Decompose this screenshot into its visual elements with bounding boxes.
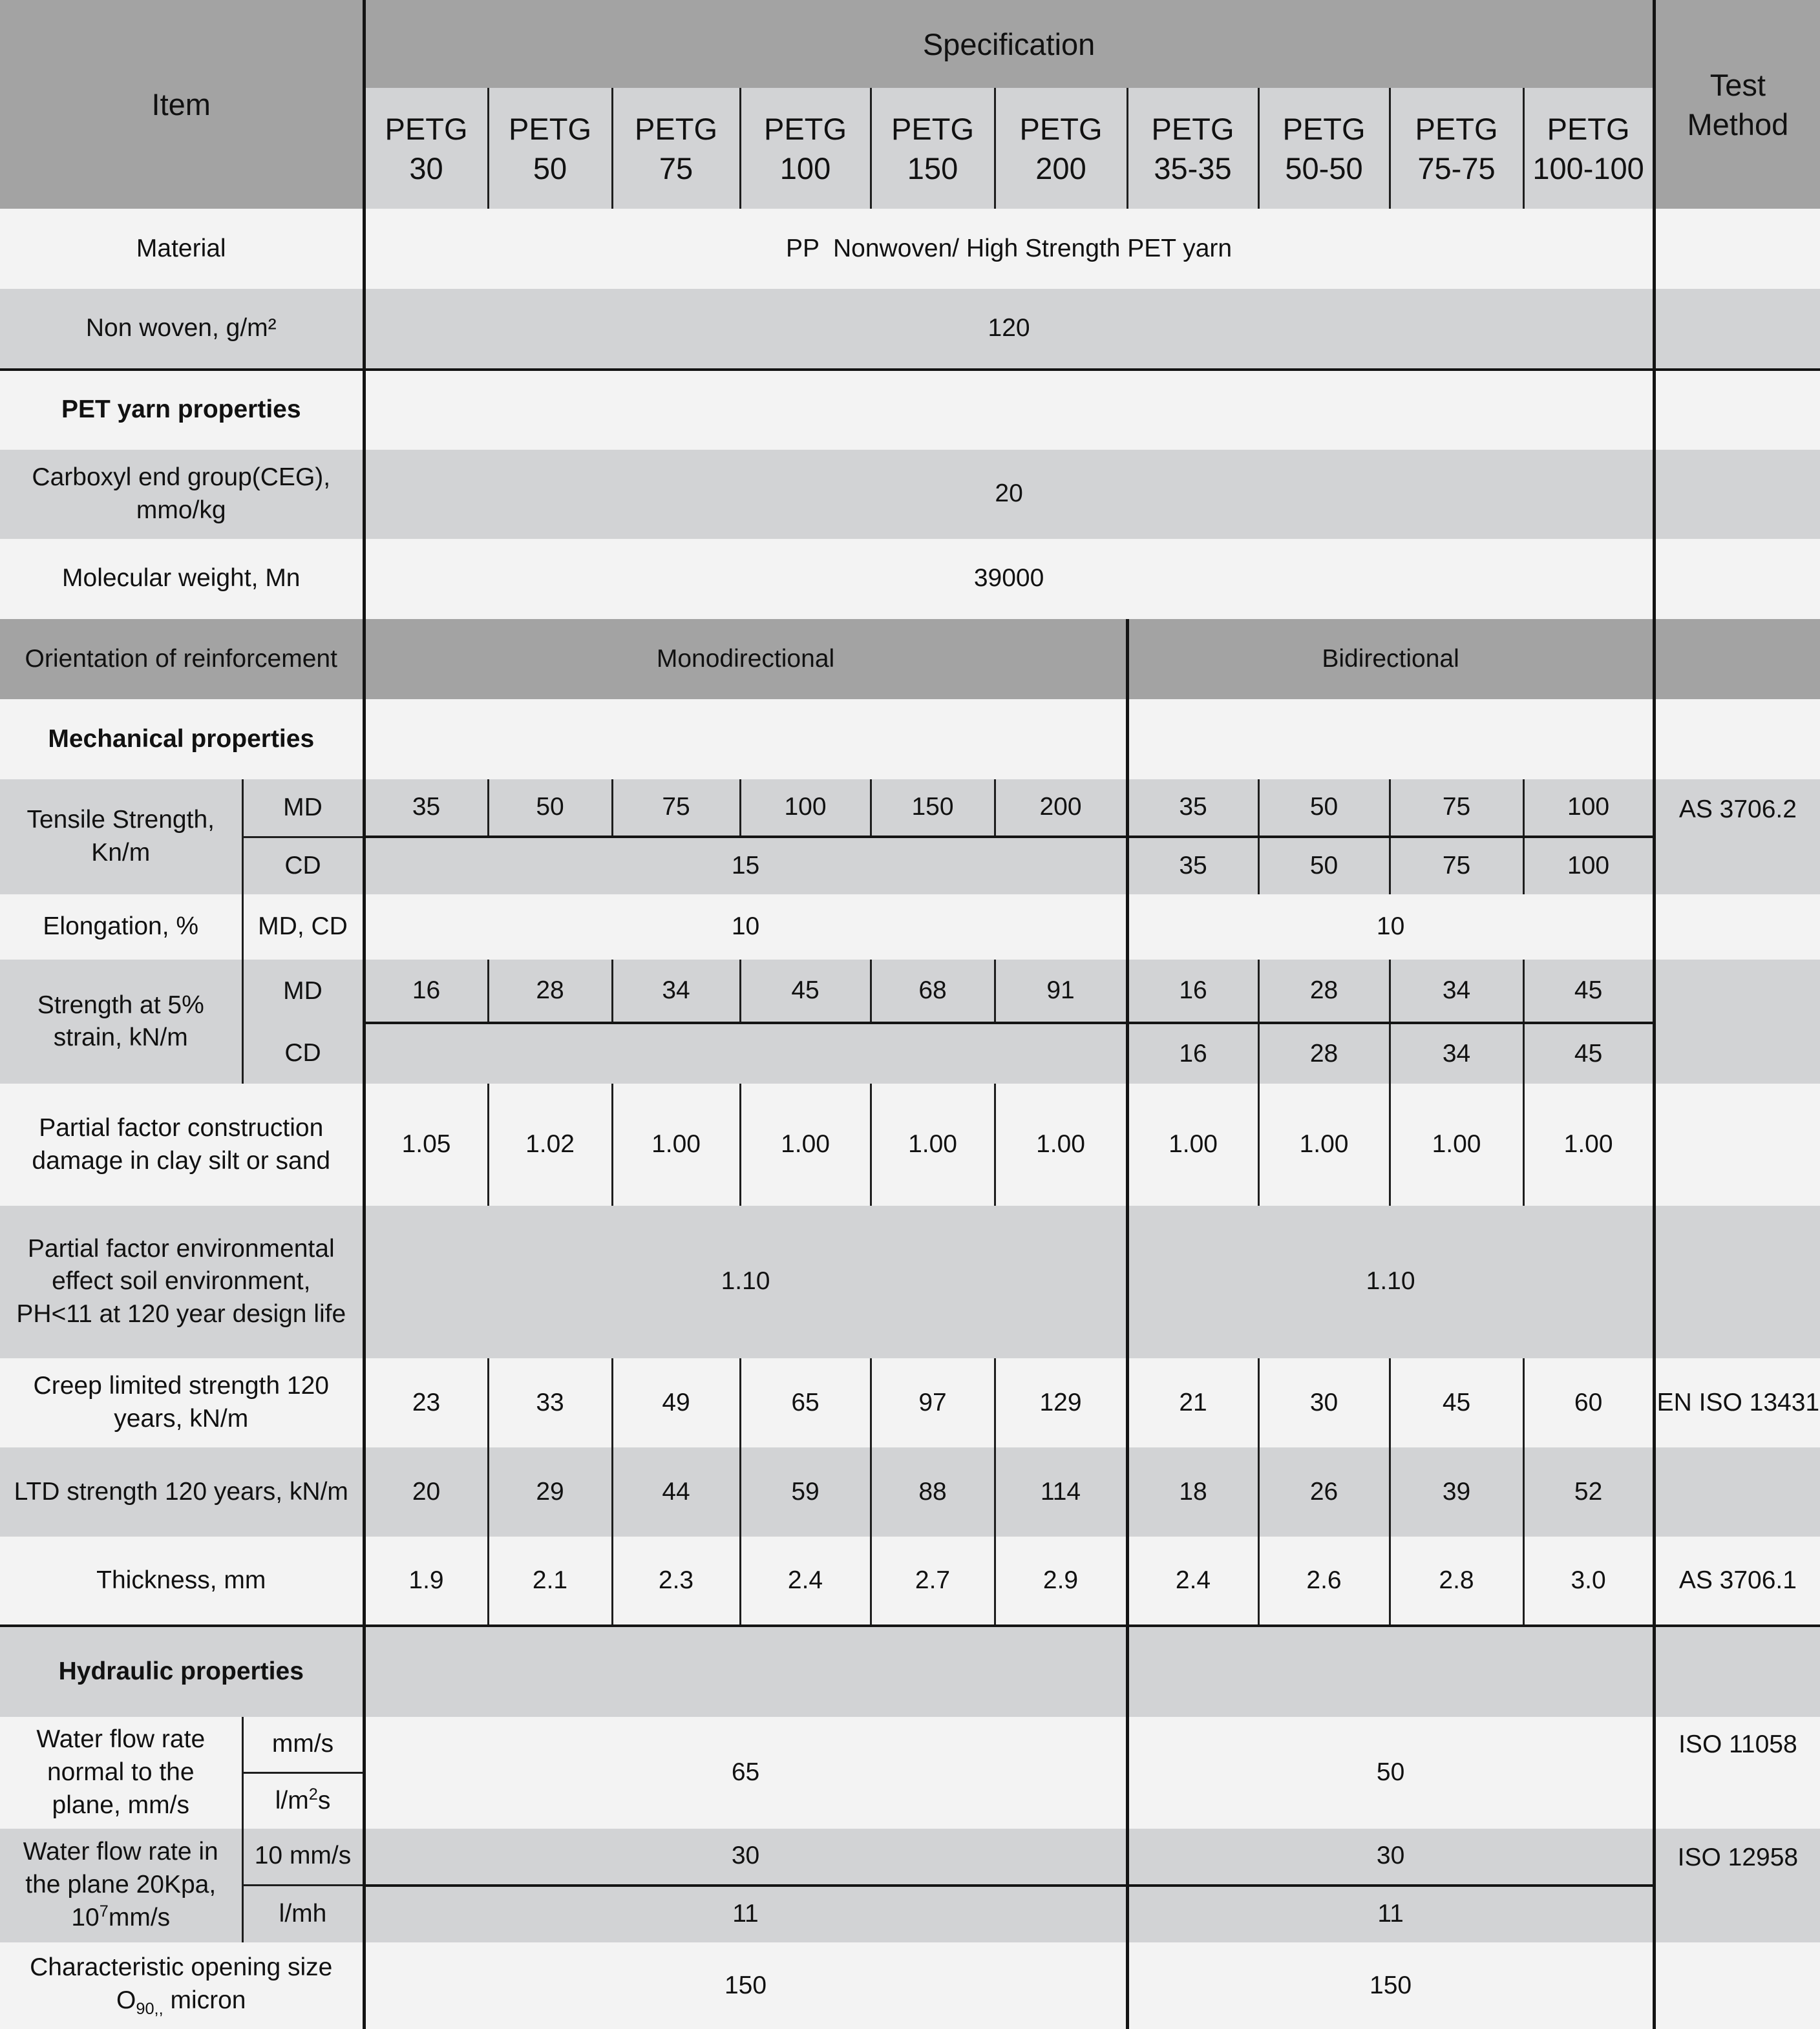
test-method-cell — [1654, 699, 1820, 779]
label-line: Characteristic opening size — [30, 1953, 333, 1982]
data-cell: 33 — [488, 1358, 612, 1447]
wf-plane-r1-bi: 30 — [1127, 1829, 1654, 1886]
test-method-wf-plane: ISO 12958 — [1654, 1829, 1820, 1942]
wf-normal-mono: 65 — [364, 1717, 1127, 1828]
sub-label-md-cd: MD, CD — [242, 894, 364, 960]
data-cell: 97 — [871, 1358, 995, 1447]
data-cell: 1.9 — [364, 1537, 488, 1626]
product-header: PETG 50 — [488, 88, 612, 209]
test-method-cell — [1654, 1942, 1820, 2029]
data-cell: 1.00 — [1127, 1084, 1258, 1205]
data-cell: 45 — [1390, 1358, 1523, 1447]
product-header: PETG 75-75 — [1390, 88, 1523, 209]
elongation-mono: 10 — [364, 894, 1127, 960]
table-row — [0, 1626, 1820, 1717]
table-row — [0, 1537, 1820, 1626]
test-method-cell — [1654, 1447, 1820, 1537]
data-cell: 16 — [1127, 1023, 1258, 1084]
row-label-thickness: Thickness, mm — [0, 1537, 364, 1626]
sub-label-md: MD — [242, 779, 364, 837]
product-header: PETG 150 — [871, 88, 995, 209]
row-label-opening — [0, 1942, 364, 2029]
unit-superscript: 2 — [308, 1785, 318, 1804]
test-method-thickness: AS 3706.1 — [1654, 1537, 1820, 1626]
data-cell: 114 — [995, 1447, 1127, 1537]
elongation-bi: 10 — [1127, 894, 1654, 960]
product-header: PETG 75 — [612, 88, 740, 209]
data-cell: 45 — [740, 960, 871, 1023]
test-method-cell — [1654, 894, 1820, 960]
table-row — [0, 837, 1820, 894]
data-cell: 34 — [1390, 1023, 1523, 1084]
wf-plane-r1-mono: 30 — [364, 1829, 1127, 1886]
header-test-method: Test Method — [1654, 0, 1820, 209]
data-cell: 100 — [1523, 779, 1654, 837]
product-header: PETG 30 — [364, 88, 488, 209]
test-method-cell — [1654, 1206, 1820, 1358]
material-value: PP Nonwoven/ High Strength PET yarn — [364, 209, 1654, 289]
test-method-cell — [1654, 289, 1820, 369]
sub-label-unit: mm/s — [242, 1717, 364, 1772]
header-item: Item — [0, 0, 364, 209]
data-cell: 50 — [1258, 837, 1390, 894]
row-label-orientation: Orientation of reinforcement — [0, 619, 364, 699]
table-row — [0, 209, 1820, 289]
data-cell: 1.00 — [1258, 1084, 1390, 1205]
orientation-bi: Bidirectional — [1127, 619, 1654, 699]
row-label-elongation: Elongation, % — [0, 894, 242, 960]
table-row — [0, 619, 1820, 699]
empty-cell — [364, 699, 1127, 779]
row-label-nonwoven: Non woven, g/m² — [0, 289, 364, 369]
sub-label-unit: l/mh — [242, 1886, 364, 1942]
table-row — [0, 894, 1820, 960]
data-cell: 65 — [740, 1358, 871, 1447]
opening-bi: 150 — [1127, 1942, 1654, 2029]
wf-plane-r2-bi: 11 — [1127, 1886, 1654, 1942]
label-subscript: 90,, — [136, 1999, 164, 2018]
data-cell: 35 — [1127, 837, 1258, 894]
table-row — [0, 1358, 1820, 1447]
table-row — [0, 539, 1820, 619]
data-cell: 3.0 — [1523, 1537, 1654, 1626]
table-row — [0, 370, 1820, 450]
row-label-ceg: Carboxyl end group(CEG), mmo/kg — [0, 450, 364, 539]
tensile-cd-mono: 15 — [364, 837, 1127, 894]
data-cell: 1.00 — [1390, 1084, 1523, 1205]
data-cell: 68 — [871, 960, 995, 1023]
section-pet-yarn: PET yarn properties — [0, 370, 364, 450]
wf-normal-bi: 50 — [1127, 1717, 1654, 1828]
row-label-mw: Molecular weight, Mn — [0, 539, 364, 619]
data-cell: 75 — [1390, 779, 1523, 837]
data-cell: 200 — [995, 779, 1127, 837]
row-label-pf-construction: Partial factor construction damage in clay silt or sand — [0, 1084, 364, 1205]
pf-environment-mono: 1.10 — [364, 1206, 1127, 1358]
orientation-mono: Monodirectional — [364, 619, 1127, 699]
row-label-material: Material — [0, 209, 364, 289]
table-row — [0, 450, 1820, 539]
data-cell: 1.00 — [871, 1084, 995, 1205]
data-cell: 1.05 — [364, 1084, 488, 1205]
data-cell: 75 — [612, 779, 740, 837]
test-method-cell — [1654, 539, 1820, 619]
data-cell: 28 — [488, 960, 612, 1023]
data-cell: 52 — [1523, 1447, 1654, 1537]
data-cell: 45 — [1523, 1023, 1654, 1084]
sub-label-cd: CD — [242, 837, 364, 894]
data-cell: 23 — [364, 1358, 488, 1447]
empty-cell — [364, 1626, 1127, 1717]
data-cell: 129 — [995, 1358, 1127, 1447]
label-text: mm/s — [108, 1904, 171, 1932]
test-method-cell — [1654, 619, 1820, 699]
test-method-tensile: AS 3706.2 — [1654, 779, 1820, 894]
test-method-cell — [1654, 450, 1820, 539]
data-cell: 1.00 — [995, 1084, 1127, 1205]
data-cell: 1.02 — [488, 1084, 612, 1205]
data-cell: 100 — [1523, 837, 1654, 894]
data-cell: 60 — [1523, 1358, 1654, 1447]
data-cell: 2.8 — [1390, 1537, 1523, 1626]
empty-cell — [364, 370, 1654, 450]
data-cell: 39 — [1390, 1447, 1523, 1537]
table-row — [0, 1829, 1820, 1886]
data-cell: 44 — [612, 1447, 740, 1537]
test-method-wf-normal: ISO 11058 — [1654, 1717, 1820, 1828]
unit-text: l/m — [275, 1787, 309, 1815]
data-cell: 2.4 — [740, 1537, 871, 1626]
data-cell: 2.4 — [1127, 1537, 1258, 1626]
data-cell: 28 — [1258, 1023, 1390, 1084]
data-cell: 1.00 — [740, 1084, 871, 1205]
data-cell: 20 — [364, 1447, 488, 1537]
data-cell: 29 — [488, 1447, 612, 1537]
data-cell: 59 — [740, 1447, 871, 1537]
table-row — [0, 1206, 1820, 1358]
empty-cell — [1127, 699, 1654, 779]
data-cell: 21 — [1127, 1358, 1258, 1447]
table-row — [0, 779, 1820, 837]
product-header: PETG 50-50 — [1258, 88, 1390, 209]
data-cell: 1.00 — [612, 1084, 740, 1205]
table-row — [0, 699, 1820, 779]
test-method-creep: EN ISO 13431 — [1654, 1358, 1820, 1447]
label-line: Water flow rate in — [23, 1838, 218, 1866]
label-text: 10 — [71, 1904, 100, 1932]
data-cell: 50 — [488, 779, 612, 837]
row-label-pf-environment: Partial factor environmental effect soil environment, PH<11 at 120 year design life — [0, 1206, 364, 1358]
data-cell: 26 — [1258, 1447, 1390, 1537]
table-row — [0, 1942, 1820, 2029]
product-header: PETG 200 — [995, 88, 1127, 209]
row-label-wf-normal: Water flow rate normal to the plane, mm/s — [0, 1717, 242, 1828]
table-row — [0, 1717, 1820, 1772]
data-cell: 2.9 — [995, 1537, 1127, 1626]
table-row — [0, 1023, 1820, 1084]
table-row — [0, 1084, 1820, 1205]
sub-label-unit — [242, 1772, 364, 1828]
opening-mono: 150 — [364, 1942, 1127, 2029]
data-cell: 45 — [1523, 960, 1654, 1023]
sub-label-cd: CD — [242, 1023, 364, 1084]
data-cell: 100 — [740, 779, 871, 837]
sub-label-md: MD — [242, 960, 364, 1023]
row-label-tensile: Tensile Strength, Kn/m — [0, 779, 242, 894]
nonwoven-value: 120 — [364, 289, 1654, 369]
section-mechanical: Mechanical properties — [0, 699, 364, 779]
data-cell: 2.3 — [612, 1537, 740, 1626]
data-cell: 50 — [1258, 779, 1390, 837]
data-cell: 34 — [612, 960, 740, 1023]
label-text: micron — [163, 1986, 246, 2014]
table-row — [0, 1886, 1820, 1942]
test-method-cell — [1654, 209, 1820, 289]
empty-cell — [1127, 1626, 1654, 1717]
product-header: PETG 100 — [740, 88, 871, 209]
data-cell: 88 — [871, 1447, 995, 1537]
label-line: the plane 20Kpa, — [25, 1870, 217, 1898]
test-method-cell — [1654, 1626, 1820, 1717]
row-label-creep: Creep limited strength 120 years, kN/m — [0, 1358, 364, 1447]
data-cell: 75 — [1390, 837, 1523, 894]
wf-plane-r2-mono: 11 — [364, 1886, 1127, 1942]
test-method-cell — [1654, 370, 1820, 450]
data-cell: 16 — [1127, 960, 1258, 1023]
ceg-value: 20 — [364, 450, 1654, 539]
row-label-ltd: LTD strength 120 years, kN/m — [0, 1447, 364, 1537]
data-cell: 150 — [871, 779, 995, 837]
header-specification: Specification — [364, 0, 1654, 88]
sub-label-unit: 10 mm/s — [242, 1829, 364, 1886]
test-method-cell — [1654, 960, 1820, 1084]
label-superscript: 7 — [99, 1902, 109, 1921]
product-header: PETG 35-35 — [1127, 88, 1258, 209]
data-cell: 30 — [1258, 1358, 1390, 1447]
data-cell: 35 — [364, 779, 488, 837]
data-cell: 28 — [1258, 960, 1390, 1023]
data-cell: 91 — [995, 960, 1127, 1023]
pf-environment-bi: 1.10 — [1127, 1206, 1654, 1358]
data-cell: 16 — [364, 960, 488, 1023]
table-row — [0, 289, 1820, 369]
test-method-cell — [1654, 1084, 1820, 1205]
row-label-wf-plane — [0, 1829, 242, 1942]
section-hydraulic: Hydraulic properties — [0, 1626, 364, 1717]
table-row — [0, 960, 1820, 1023]
data-cell: 18 — [1127, 1447, 1258, 1537]
empty-cell — [364, 1023, 1127, 1084]
data-cell: 1.00 — [1523, 1084, 1654, 1205]
data-cell: 35 — [1127, 779, 1258, 837]
product-header: PETG 100-100 — [1523, 88, 1654, 209]
label-text: O — [116, 1986, 136, 2014]
data-cell: 2.1 — [488, 1537, 612, 1626]
unit-text: s — [317, 1787, 331, 1815]
data-cell: 2.6 — [1258, 1537, 1390, 1626]
data-cell: 49 — [612, 1358, 740, 1447]
data-cell: 34 — [1390, 960, 1523, 1023]
data-cell: 2.7 — [871, 1537, 995, 1626]
row-label-strength5: Strength at 5% strain, kN/m — [0, 960, 242, 1084]
mw-value: 39000 — [364, 539, 1654, 619]
table-row — [0, 1447, 1820, 1537]
